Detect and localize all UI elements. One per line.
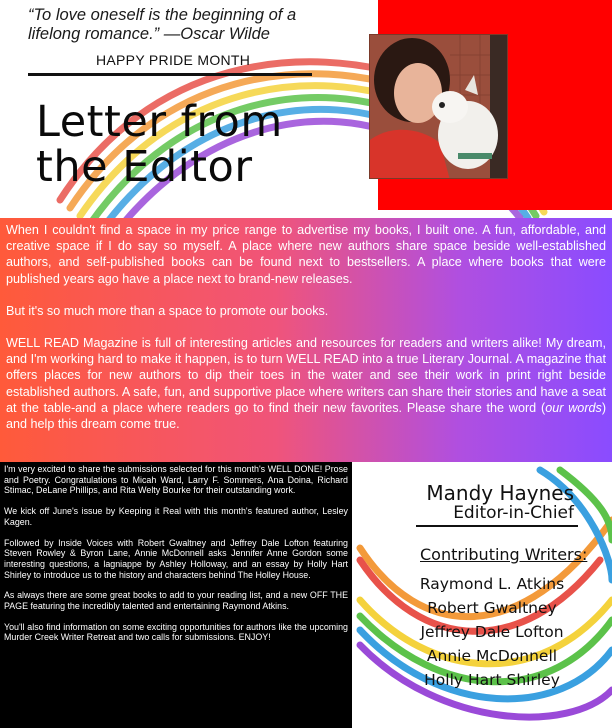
header-divider xyxy=(28,73,312,76)
intro-p3-text: WELL READ Magazine is full of interesting articles and resources for readers and writers alike! My dream, and I'm working hard to make it happen, is to turn WELL READ into a true Literary Journal. A magazine that offers places for new authors to dip their toes in the water and see their work in print right beside established authors. A safe, fun, and supportive place where writers can share their stories and have a seat at the table-and a place where readers go to find their new favorites. Please share the word ( xyxy=(6,336,606,415)
editor-photo xyxy=(369,34,508,179)
issue-paragraph-1: I'm very excited to share the submissions selected for this month's WELL DONE! Prose and Poetry. Congratulations to Micah Ward, Larry F. Sommers, Ana Doina, Richard Stimac, DeLane Phillips, and Rita Welty Bourke for their outstanding work. xyxy=(4,464,348,496)
title-line-1: Letter from xyxy=(36,97,283,147)
contributors-heading: Contributing Writers: xyxy=(420,545,588,564)
opening-quote: “To love oneself is the beginning of a lifelong romance.” —Oscar Wilde xyxy=(28,6,297,43)
contributor-name: Jeffrey Dale Lofton xyxy=(420,623,564,641)
contributors-list xyxy=(412,572,572,692)
intro-panel xyxy=(0,218,612,462)
intro-p3-tail: ) and help this dream come true. xyxy=(6,400,607,432)
editor-divider xyxy=(416,525,578,527)
editor-role: Editor-in-Chief xyxy=(453,503,574,523)
page-title xyxy=(36,97,283,192)
issue-paragraph-5: You'll also find information on some exciting opportunities for authors like the upcoming Murder Creek Writer Retreat and two calls for submissions. ENJOY! xyxy=(4,621,348,643)
issue-summary-panel xyxy=(0,462,352,728)
issue-paragraph-3: Followed by Inside Voices with Robert Gwaltney and Jeffrey Dale Lofton featuring Steven Rowley & Byron Lane, Annie McDonnell asks Jennifer Anne Gordon some interesting questions, a lagniappe by Ashley Holloway, and an essay by Holly Hart Shirley to introduce us to the history and characters behind The Holley House. xyxy=(4,537,348,580)
title-line-2: the Editor xyxy=(36,142,253,192)
intro-paragraph-3 xyxy=(6,335,606,432)
contributor-name: Robert Gwaltney xyxy=(427,599,557,617)
contributor-name: Holly Hart Shirley xyxy=(424,671,560,689)
editor-signature xyxy=(412,482,582,527)
contributor-name: Raymond L. Atkins xyxy=(419,575,565,593)
intro-paragraph-1: When I couldn't find a space in my price range to advertise my books, I built one. A fun, affordable, and creative space if I do say so myself. A place where new authors share space beside well-established authors, and self-published books can be found next to bestsellers. A place where books that were published years ago have a place next to brand-new releases. xyxy=(6,223,606,286)
editor-name: Mandy Haynes xyxy=(426,481,574,505)
intro-paragraph-2: But it's so much more than a space to promote our books. xyxy=(6,303,329,318)
issue-paragraph-2: We kick off June's issue by Keeping it Real with this month's featured author, Lesley Kagen. xyxy=(4,506,348,527)
editor-photo-illustration xyxy=(370,35,508,179)
intro-p3-emphasis: our words xyxy=(545,400,602,415)
issue-paragraph-4: As always there are some great books to add to your reading list, and a new OFF THE PAGE featuring the incredibly talented and entertaining Raymond Atkins. xyxy=(4,590,348,612)
contributor-name: Annie McDonnell xyxy=(426,647,558,665)
pride-month-heading: HAPPY PRIDE MONTH xyxy=(96,52,251,68)
